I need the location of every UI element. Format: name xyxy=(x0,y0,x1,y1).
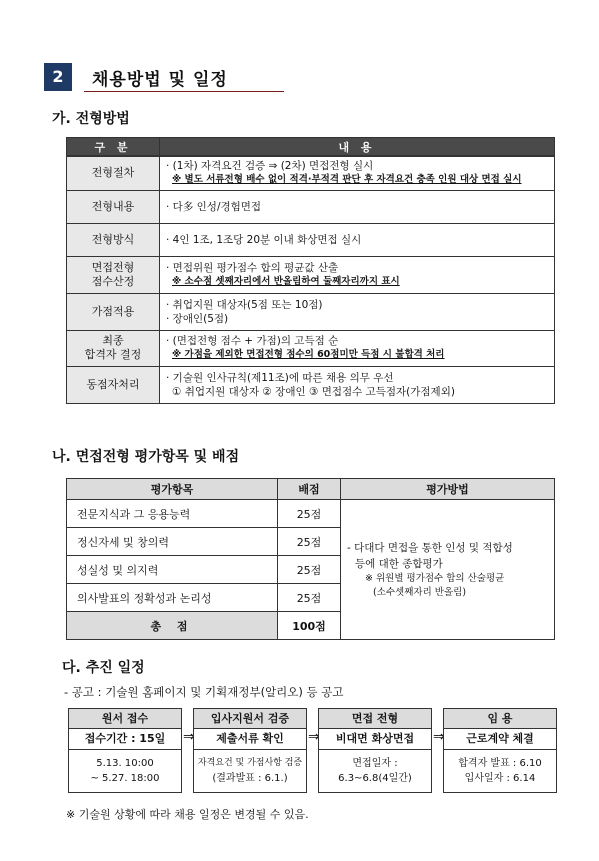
table-row xyxy=(67,256,555,293)
step-detail-2: ~ 5.27. 18:00 xyxy=(90,773,160,784)
schedule-step-application xyxy=(68,708,182,793)
schedule-step-appointment xyxy=(443,708,557,793)
eval-method xyxy=(341,500,555,640)
eval-item: 성실성 및 의지력 xyxy=(67,556,278,584)
eval-score: 25점 xyxy=(278,528,341,556)
step-head: 입사지원서 검증 xyxy=(194,709,306,729)
table-row xyxy=(67,156,555,190)
eval-item: 전문지식과 그 응용능력 xyxy=(67,500,278,528)
section-title: 채용방법 및 일정 xyxy=(92,70,228,90)
step-sub: 제출서류 확인 xyxy=(194,729,306,750)
row-category: 최종 합격자 결정 xyxy=(67,330,160,366)
table-row xyxy=(67,330,555,366)
subsection-a-title: 가. 전형방법 xyxy=(52,111,130,127)
row-content-2: ① 취업지원 대상자 ② 장애인 ③ 면접점수 고득점자(가점제외) xyxy=(172,385,455,398)
arrow-icon: ⇒ xyxy=(308,729,320,745)
method-line-1: - 다대다 면접을 통한 인성 및 적합성 xyxy=(347,541,513,554)
table-header-score: 배점 xyxy=(278,479,341,500)
row-note: ※ 별도 서류전형 배수 없이 적격·부적격 판단 후 자격요건 충족 인원 대상 면접 실시 xyxy=(172,174,522,186)
table-row xyxy=(67,293,555,330)
footnote: ※ 기술원 상황에 따라 채용 일정은 변경될 수 있음. xyxy=(66,808,309,821)
schedule-step-interview xyxy=(318,708,432,793)
step-sub: 접수기간 : 15일 xyxy=(69,729,181,750)
section-underline xyxy=(84,91,284,92)
row-category: 면접전형 점수산정 xyxy=(67,256,160,293)
method-note-1: ※ 위원별 평가점수 합의 산술평균 xyxy=(365,572,505,584)
table-header-item: 평가항목 xyxy=(67,479,278,500)
schedule-step-verification xyxy=(193,708,307,793)
step-detail-2: 입사일자 : 6.14 xyxy=(464,773,536,784)
eval-item: 의사발표의 정확성과 논리성 xyxy=(67,584,278,612)
table-row xyxy=(67,223,555,256)
step-head: 임 용 xyxy=(444,709,556,729)
selection-method-table xyxy=(66,137,555,404)
table-header-category: 구 분 xyxy=(67,138,160,157)
total-score: 100점 xyxy=(278,612,341,640)
step-detail-2: 6.3~6.8(4일간) xyxy=(338,773,412,784)
step-head: 원서 접수 xyxy=(69,709,181,729)
row-note: ※ 가점을 제외한 면접전형 점수의 60점미만 득점 시 불합격 처리 xyxy=(172,349,445,360)
row-category: 전형절차 xyxy=(67,156,160,190)
row-content: · 면접위원 평가점수 합의 평균값 산출 xyxy=(166,261,339,274)
method-line-2: 등에 대한 종합평가 xyxy=(355,557,443,570)
row-content: · 취업지원 대상자(5점 또는 10점) xyxy=(166,298,323,311)
step-sub: 근로계약 체결 xyxy=(444,729,556,750)
eval-score: 25점 xyxy=(278,584,341,612)
table-row xyxy=(67,500,555,528)
eval-score: 25점 xyxy=(278,500,341,528)
row-content-2: · 장애인(5점) xyxy=(166,312,229,325)
row-note: ※ 소수점 셋째자리에서 반올림하여 둘째자리까지 표시 xyxy=(172,275,400,287)
step-sub: 비대면 화상면접 xyxy=(319,729,431,750)
arrow-icon: ⇒ xyxy=(183,729,195,745)
row-content: · 4인 1조, 1조당 20분 이내 화상면접 실시 xyxy=(160,223,555,256)
method-note-2: (소수셋째자리 반올림) xyxy=(373,586,467,598)
interview-evaluation-table xyxy=(66,478,555,640)
eval-item: 정신자세 및 창의력 xyxy=(67,528,278,556)
table-header-method: 평가방법 xyxy=(341,479,555,500)
subsection-c-title: 다. 추진 일정 xyxy=(62,660,145,676)
row-category: 전형내용 xyxy=(67,190,160,223)
announcement-text: - 공고 : 기술원 홈페이지 및 기획재정부(알리오) 등 공고 xyxy=(64,685,344,699)
arrow-icon: ⇒ xyxy=(433,729,445,745)
table-row xyxy=(67,366,555,403)
row-content: · 기술원 인사규칙(제11조)에 따른 채용 의무 우선 xyxy=(166,371,394,384)
row-content: · 다多 인성/경험면접 xyxy=(160,190,555,223)
step-detail-2: (결과발표 : 6.1.) xyxy=(212,773,288,784)
table-row xyxy=(67,190,555,223)
row-category: 전형방식 xyxy=(67,223,160,256)
total-label: 총 점 xyxy=(67,612,278,640)
section-number: 2 xyxy=(44,63,72,91)
row-category: 동점자처리 xyxy=(67,366,160,403)
eval-score: 25점 xyxy=(278,556,341,584)
table-header-content: 내 용 xyxy=(160,138,555,157)
subsection-b-title: 나. 면접전형 평가항목 및 배점 xyxy=(52,449,240,465)
row-content: · (면접전형 점수 + 가점)의 고득점 순 xyxy=(166,335,339,347)
step-head: 면접 전형 xyxy=(319,709,431,729)
step-detail-1: 자격요건 및 가점사항 검증 xyxy=(197,758,303,768)
step-detail-1: 5.13. 10:00 xyxy=(96,758,154,769)
step-detail-1: 합격자 발표 : 6.10 xyxy=(458,758,542,769)
row-content: · (1차) 자격요건 검증 ⇒ (2차) 면접전형 실시 xyxy=(166,160,374,173)
step-detail-1: 면접일자 : xyxy=(352,758,398,769)
row-category: 가점적용 xyxy=(67,293,160,330)
